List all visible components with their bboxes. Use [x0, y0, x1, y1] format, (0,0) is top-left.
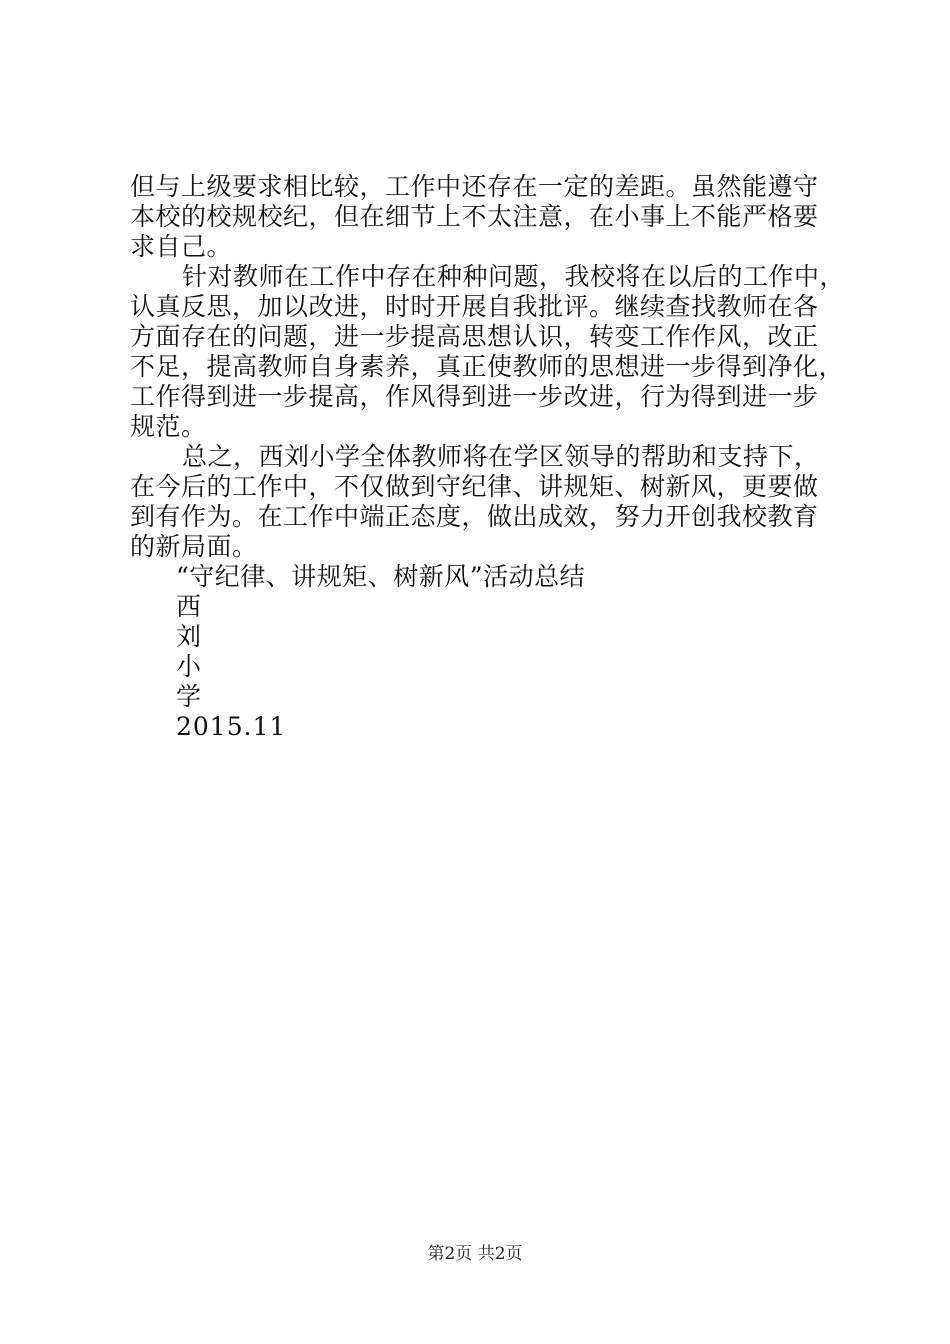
- text-line: 工作得到进一步提高，作风得到进一步改进，行为得到进一步: [130, 382, 819, 411]
- signature-char: 西: [176, 592, 202, 621]
- signature-char: 学: [176, 682, 202, 711]
- page-number-footer: 第2页 共2页: [427, 1244, 523, 1264]
- text-line: 方面存在的问题，进一步提高思想认识，转变工作作风，改正: [130, 322, 819, 351]
- text-line: 求自己。: [130, 232, 233, 261]
- text-line: 本校的校规校纪，但在细节上不太注意，在小事上不能严格要: [130, 202, 819, 231]
- text-line: 在今后的工作中，不仅做到守纪律、讲规矩、树新风，更要做: [130, 472, 819, 501]
- paragraph-start-line: 总之，西刘小学全体教师将在学区领导的帮助和支持下，: [182, 442, 820, 471]
- text-line: 但与上级要求相比较，工作中还存在一定的差距。虽然能遵守: [130, 172, 819, 201]
- document-date: 2015.11: [176, 712, 287, 741]
- text-line: 认真反思，加以改进，时时开展自我批评。继续查找教师在各: [130, 292, 819, 321]
- signature-char: 刘: [176, 622, 202, 651]
- paragraph-start-line: 针对教师在工作中存在种种问题，我校将在以后的工作中，: [182, 262, 846, 291]
- text-line: 规范。: [130, 412, 207, 441]
- signature-char: 小: [176, 652, 202, 681]
- text-line: 不足，提高教师自身素养，真正使教师的思想进一步得到净化，: [130, 352, 845, 381]
- document-body: [130, 172, 846, 742]
- text-line: 到有作为。在工作中端正态度，做出成效，努力开创我校教育: [130, 502, 819, 531]
- closing-title: “守纪律、讲规矩、树新风”活动总结: [176, 562, 586, 591]
- text-line: 的新局面。: [130, 532, 258, 561]
